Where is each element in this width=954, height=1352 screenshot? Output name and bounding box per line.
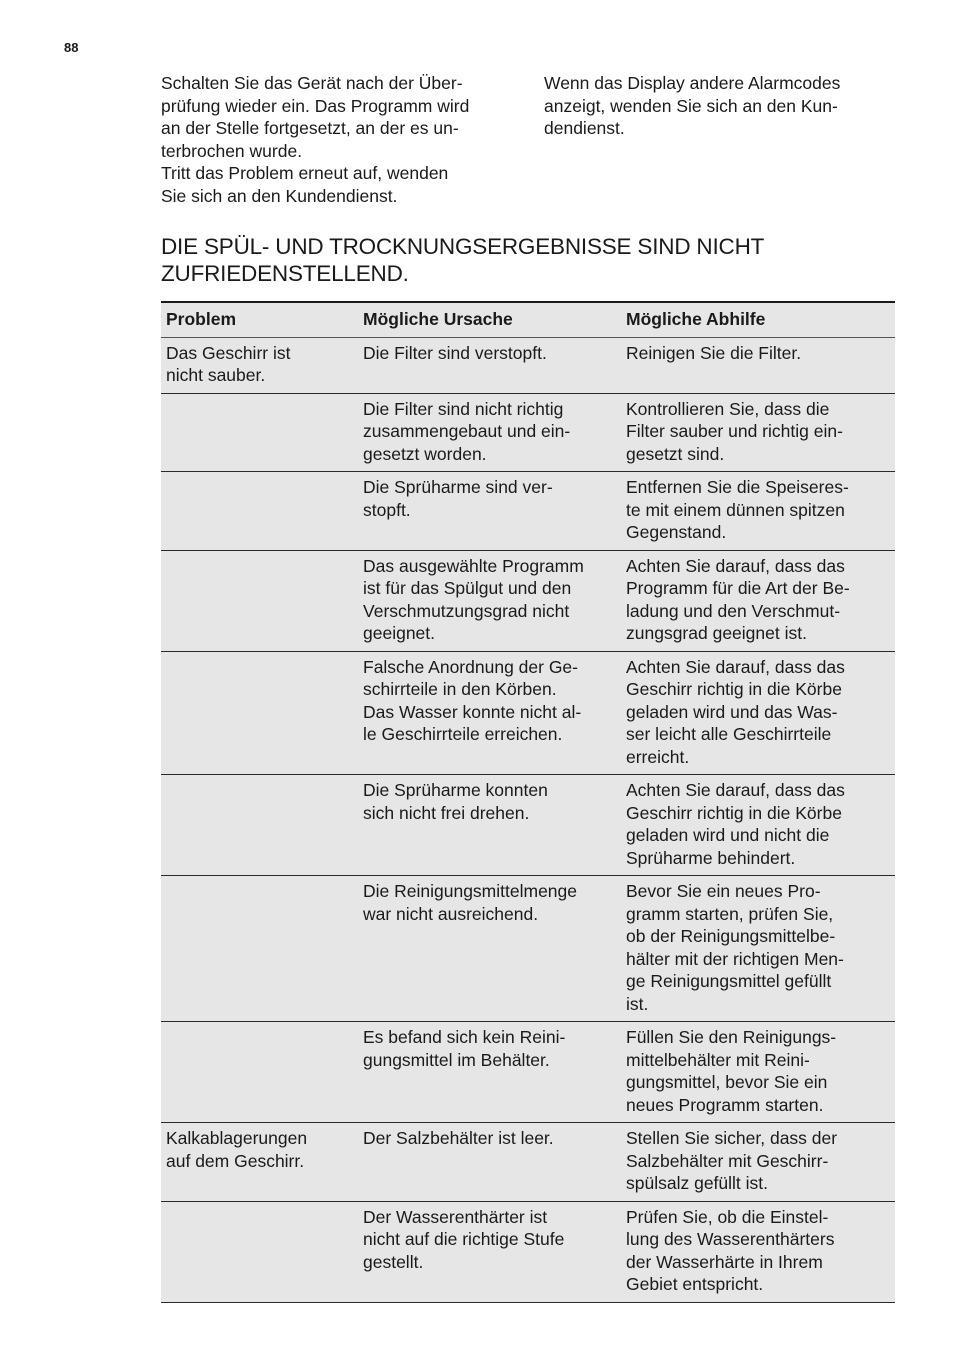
problem-cell	[161, 393, 358, 472]
cause-cell: Die Sprüharme sind ver- stopft.	[358, 472, 621, 551]
remedy-cell: Prüfen Sie, ob die Einstel- lung des Wasserenthärters der Wasserhärte in Ihrem Gebiet entspricht.	[621, 1201, 895, 1302]
problem-cell	[161, 1201, 358, 1302]
intro-right-column	[544, 72, 896, 140]
remedy-cell: Füllen Sie den Reinigungs- mittelbehälter mit Reini- gungsmittel, bevor Sie ein neues Programm starten.	[621, 1022, 895, 1123]
cause-cell: Die Sprüharme konnten sich nicht frei drehen.	[358, 775, 621, 876]
table-row	[161, 1201, 895, 1302]
remedy-cell: Bevor Sie ein neues Pro- gramm starten, prüfen Sie, ob der Reinigungsmittelbe- hälter mit der richtigen Men- ge Reinigungsmittel gefüllt ist.	[621, 876, 895, 1022]
column-header-remedy: Mögliche Abhilfe	[621, 302, 895, 337]
cause-cell: Es befand sich kein Reini- gungsmittel im Behälter.	[358, 1022, 621, 1123]
problem-cell	[161, 472, 358, 551]
cause-cell: Die Filter sind nicht richtig zusammengebaut und ein- gesetzt worden.	[358, 393, 621, 472]
remedy-cell: Entfernen Sie die Speiseres- te mit einem dünnen spitzen Gegenstand.	[621, 472, 895, 551]
intro-paragraph: Tritt das Problem erneut auf, wenden Sie sich an den Kundendienst.	[161, 163, 449, 206]
problem-cell	[161, 651, 358, 775]
intro-paragraph: Schalten Sie das Gerät nach der Über- prüfung wieder ein. Das Programm wird an der Stelle fortgesetzt, an der es un- terbrochen wurde.	[161, 73, 470, 161]
column-header-problem: Problem	[161, 302, 358, 337]
table-row	[161, 337, 895, 393]
table-row	[161, 550, 895, 651]
problem-cell	[161, 876, 358, 1022]
cause-cell: Das ausgewählte Programm ist für das Spülgut und den Verschmutzungsgrad nicht geeignet.	[358, 550, 621, 651]
table-header-row	[161, 302, 895, 337]
remedy-cell: Achten Sie darauf, dass das Geschirr richtig in die Körbe geladen wird und nicht die Sprüharme behindert.	[621, 775, 895, 876]
table-row	[161, 876, 895, 1022]
problem-cell: Kalkablagerungen auf dem Geschirr.	[161, 1123, 358, 1202]
problem-cell	[161, 775, 358, 876]
cause-cell: Die Filter sind verstopft.	[358, 337, 621, 393]
problem-cell	[161, 550, 358, 651]
intro-paragraph: Wenn das Display andere Alarmcodes anzeigt, wenden Sie sich an den Kun- dendienst.	[544, 73, 841, 138]
intro-left-column	[161, 72, 513, 207]
table-row	[161, 393, 895, 472]
table-row	[161, 651, 895, 775]
remedy-cell: Reinigen Sie die Filter.	[621, 337, 895, 393]
problem-cell	[161, 1022, 358, 1123]
remedy-cell: Achten Sie darauf, dass das Geschirr richtig in die Körbe geladen wird und das Was- ser leicht alle Geschirrteile erreicht.	[621, 651, 895, 775]
cause-cell: Der Salzbehälter ist leer.	[358, 1123, 621, 1202]
section-heading: DIE SPÜL- UND TROCKNUNGSERGEBNISSE SIND NICHT ZUFRIEDENSTELLEND.	[161, 234, 765, 286]
page-number: 88	[64, 40, 79, 55]
troubleshooting-table	[161, 301, 895, 1303]
table-row	[161, 775, 895, 876]
cause-cell: Falsche Anordnung der Ge- schirrteile in den Körben. Das Wasser konnte nicht al- le Geschirrteile erreichen.	[358, 651, 621, 775]
problem-cell: Das Geschirr ist nicht sauber.	[161, 337, 358, 393]
remedy-cell: Kontrollieren Sie, dass die Filter sauber und richtig ein- gesetzt sind.	[621, 393, 895, 472]
table-row	[161, 1123, 895, 1202]
remedy-cell: Achten Sie darauf, dass das Programm für die Art der Be- ladung und den Verschmut- zungsgrad geeignet ist.	[621, 550, 895, 651]
cause-cell: Der Wasserenthärter ist nicht auf die richtige Stufe gestellt.	[358, 1201, 621, 1302]
table-row	[161, 472, 895, 551]
remedy-cell: Stellen Sie sicher, dass der Salzbehälter mit Geschirr- spülsalz gefüllt ist.	[621, 1123, 895, 1202]
column-header-cause: Mögliche Ursache	[358, 302, 621, 337]
cause-cell: Die Reinigungsmittelmenge war nicht ausreichend.	[358, 876, 621, 1022]
table-row	[161, 1022, 895, 1123]
